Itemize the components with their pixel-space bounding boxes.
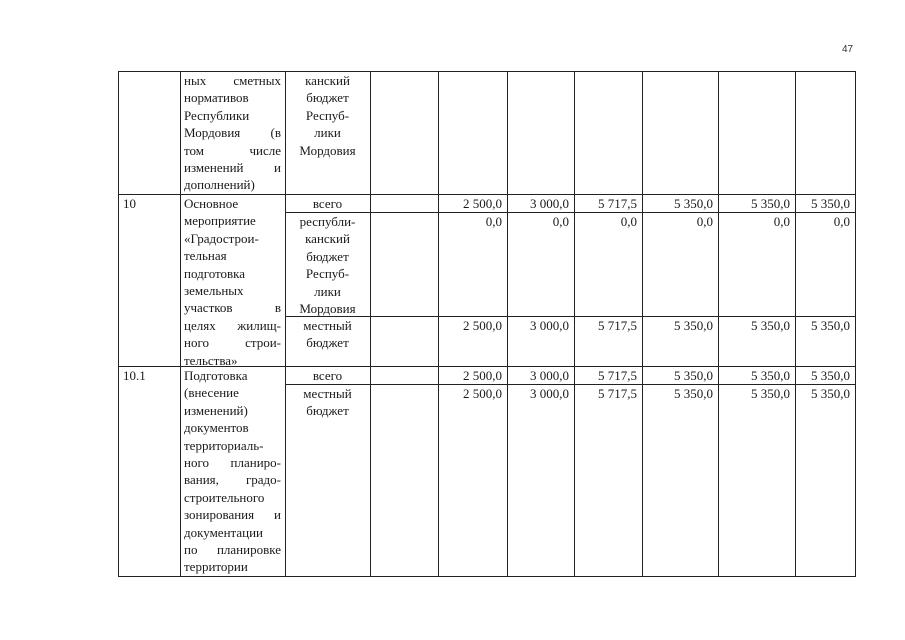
word: тельства»: [184, 352, 238, 368]
amount-cell: 5 350,0: [751, 386, 790, 401]
amount-cell: 5 350,0: [751, 368, 790, 383]
word: градо-: [245, 472, 281, 488]
measure-name-line: [184, 195, 281, 212]
word: целях: [184, 317, 216, 333]
word: ных: [184, 73, 207, 88]
amount-cell: 5 717,5: [598, 386, 637, 401]
word: жилищ-: [237, 317, 281, 333]
measure-name-line: [184, 334, 281, 351]
word: вания,: [184, 472, 219, 488]
word: подготовка: [184, 265, 246, 281]
funding-source-line: лики: [314, 125, 341, 141]
word: и: [274, 507, 281, 523]
table-rule: [370, 71, 371, 577]
measure-name-line: [184, 124, 281, 141]
word: (внесение: [184, 385, 239, 401]
funding-source-line: бюджет: [306, 90, 349, 106]
word: ного: [184, 455, 209, 470]
amount-cell: 2 500,0: [463, 386, 502, 401]
funding-source-line: республи-: [299, 214, 356, 229]
measure-name-line: [184, 89, 281, 106]
measure-name-line: [184, 506, 281, 523]
word: и: [274, 160, 281, 175]
amount-cell: 5 717,5: [598, 318, 637, 333]
amount-cell: 5 717,5: [598, 196, 637, 211]
measure-name-line: [184, 72, 281, 89]
amount-cell: 3 000,0: [530, 318, 569, 333]
funding-source-line: бюджет: [306, 248, 349, 264]
measure-name-line: [184, 142, 281, 159]
funding-source-line: лики: [314, 283, 341, 299]
funding-source-line: бюджет: [306, 335, 349, 351]
amount-cell: 5 350,0: [811, 386, 850, 401]
amount-cell: 3 000,0: [530, 386, 569, 401]
row-number: 10.1: [123, 368, 146, 383]
funding-source-line: канский: [305, 73, 350, 88]
word: тельная: [184, 248, 227, 264]
word: документации: [184, 524, 264, 540]
word: «Градострои-: [184, 230, 259, 246]
word: планировке: [216, 542, 281, 557]
measure-name-line: [184, 317, 281, 334]
measure-name-line: [184, 541, 281, 558]
word: мероприятие: [184, 213, 256, 229]
measure-name-line: [184, 524, 281, 541]
amount-cell: 2 500,0: [463, 196, 502, 211]
amount-cell: 0,0: [696, 214, 713, 229]
word: Подготовка: [184, 368, 248, 383]
amount-cell: 5 350,0: [674, 368, 713, 383]
word: территориаль-: [184, 437, 264, 453]
word: территории: [184, 559, 248, 575]
amount-cell: 0,0: [833, 214, 850, 229]
measure-name-line: [184, 558, 281, 575]
word: изменений): [184, 402, 248, 418]
table-rule: [855, 71, 856, 577]
word: зонирования: [184, 507, 255, 523]
word: участков: [184, 300, 233, 316]
funding-source-line: всего: [312, 196, 343, 211]
measure-name-line: [184, 159, 281, 176]
word: том: [184, 142, 204, 158]
amount-cell: 5 350,0: [811, 196, 850, 211]
amount-cell: 3 000,0: [530, 368, 569, 383]
word: изменений: [184, 160, 244, 175]
amount-cell: 5 350,0: [674, 196, 713, 211]
funding-source-line: Респуб-: [305, 266, 350, 282]
word: по: [184, 542, 198, 557]
word: нормативов: [184, 90, 249, 106]
amount-cell: 5 350,0: [751, 196, 790, 211]
measure-name-line: [184, 176, 281, 193]
measure-name-line: [184, 471, 281, 488]
word: в: [274, 300, 281, 316]
amount-cell: 5 717,5: [598, 368, 637, 383]
funding-source-line: бюджет: [306, 403, 349, 419]
amount-cell: 5 350,0: [674, 386, 713, 401]
amount-cell: 5 350,0: [674, 318, 713, 333]
word: числе: [249, 142, 281, 158]
row-number: 10: [123, 196, 136, 211]
table-rule: [285, 71, 286, 577]
word: (в: [270, 125, 281, 141]
amount-cell: 5 350,0: [751, 318, 790, 333]
measure-name-line: [184, 419, 281, 436]
page-number: 47: [842, 44, 854, 55]
amount-cell: 0,0: [773, 214, 790, 229]
measure-name-line: [184, 489, 281, 506]
measure-name-line: [184, 299, 281, 316]
measure-name-line: [184, 437, 281, 454]
funding-source-line: канский: [305, 231, 350, 247]
measure-name-line: [184, 454, 281, 471]
word: Республики: [184, 107, 250, 123]
amount-cell: 0,0: [552, 214, 569, 229]
measure-name-line: [184, 402, 281, 419]
word: строительного: [184, 489, 265, 505]
measure-name-line: [184, 212, 281, 229]
word: Мордовия: [184, 125, 241, 141]
measure-name-line: [184, 107, 281, 124]
amount-cell: 3 000,0: [530, 196, 569, 211]
measure-name-line: [184, 265, 281, 282]
word: дополнений): [184, 177, 255, 193]
word: сметных: [233, 73, 281, 88]
measure-name-line: [184, 282, 281, 299]
funding-source-line: местный: [303, 318, 352, 333]
funding-source-line: местный: [303, 386, 352, 401]
measure-name-line: [184, 230, 281, 247]
amount-cell: 5 350,0: [811, 368, 850, 383]
word: Основное: [184, 196, 239, 211]
measure-name-line: [184, 247, 281, 264]
measure-name-line: [184, 384, 281, 401]
word: ного: [184, 335, 209, 351]
funding-source-line: всего: [312, 368, 343, 383]
word: земельных: [184, 283, 244, 298]
table-rule: [118, 576, 856, 577]
word: документов: [184, 420, 249, 436]
amount-cell: 0,0: [485, 214, 502, 229]
word: планиро-: [230, 455, 281, 470]
funding-source-line: Респуб-: [305, 107, 350, 123]
table-rule: [180, 71, 181, 577]
amount-cell: 5 350,0: [811, 318, 850, 333]
word: строи-: [245, 335, 281, 351]
amount-cell: 2 500,0: [463, 368, 502, 383]
table-rule: [118, 71, 119, 577]
measure-name-line: [184, 367, 281, 384]
amount-cell: 2 500,0: [463, 318, 502, 333]
funding-source-line: Мордовия: [299, 301, 356, 316]
amount-cell: 0,0: [620, 214, 637, 229]
funding-source-line: Мордовия: [299, 142, 356, 158]
